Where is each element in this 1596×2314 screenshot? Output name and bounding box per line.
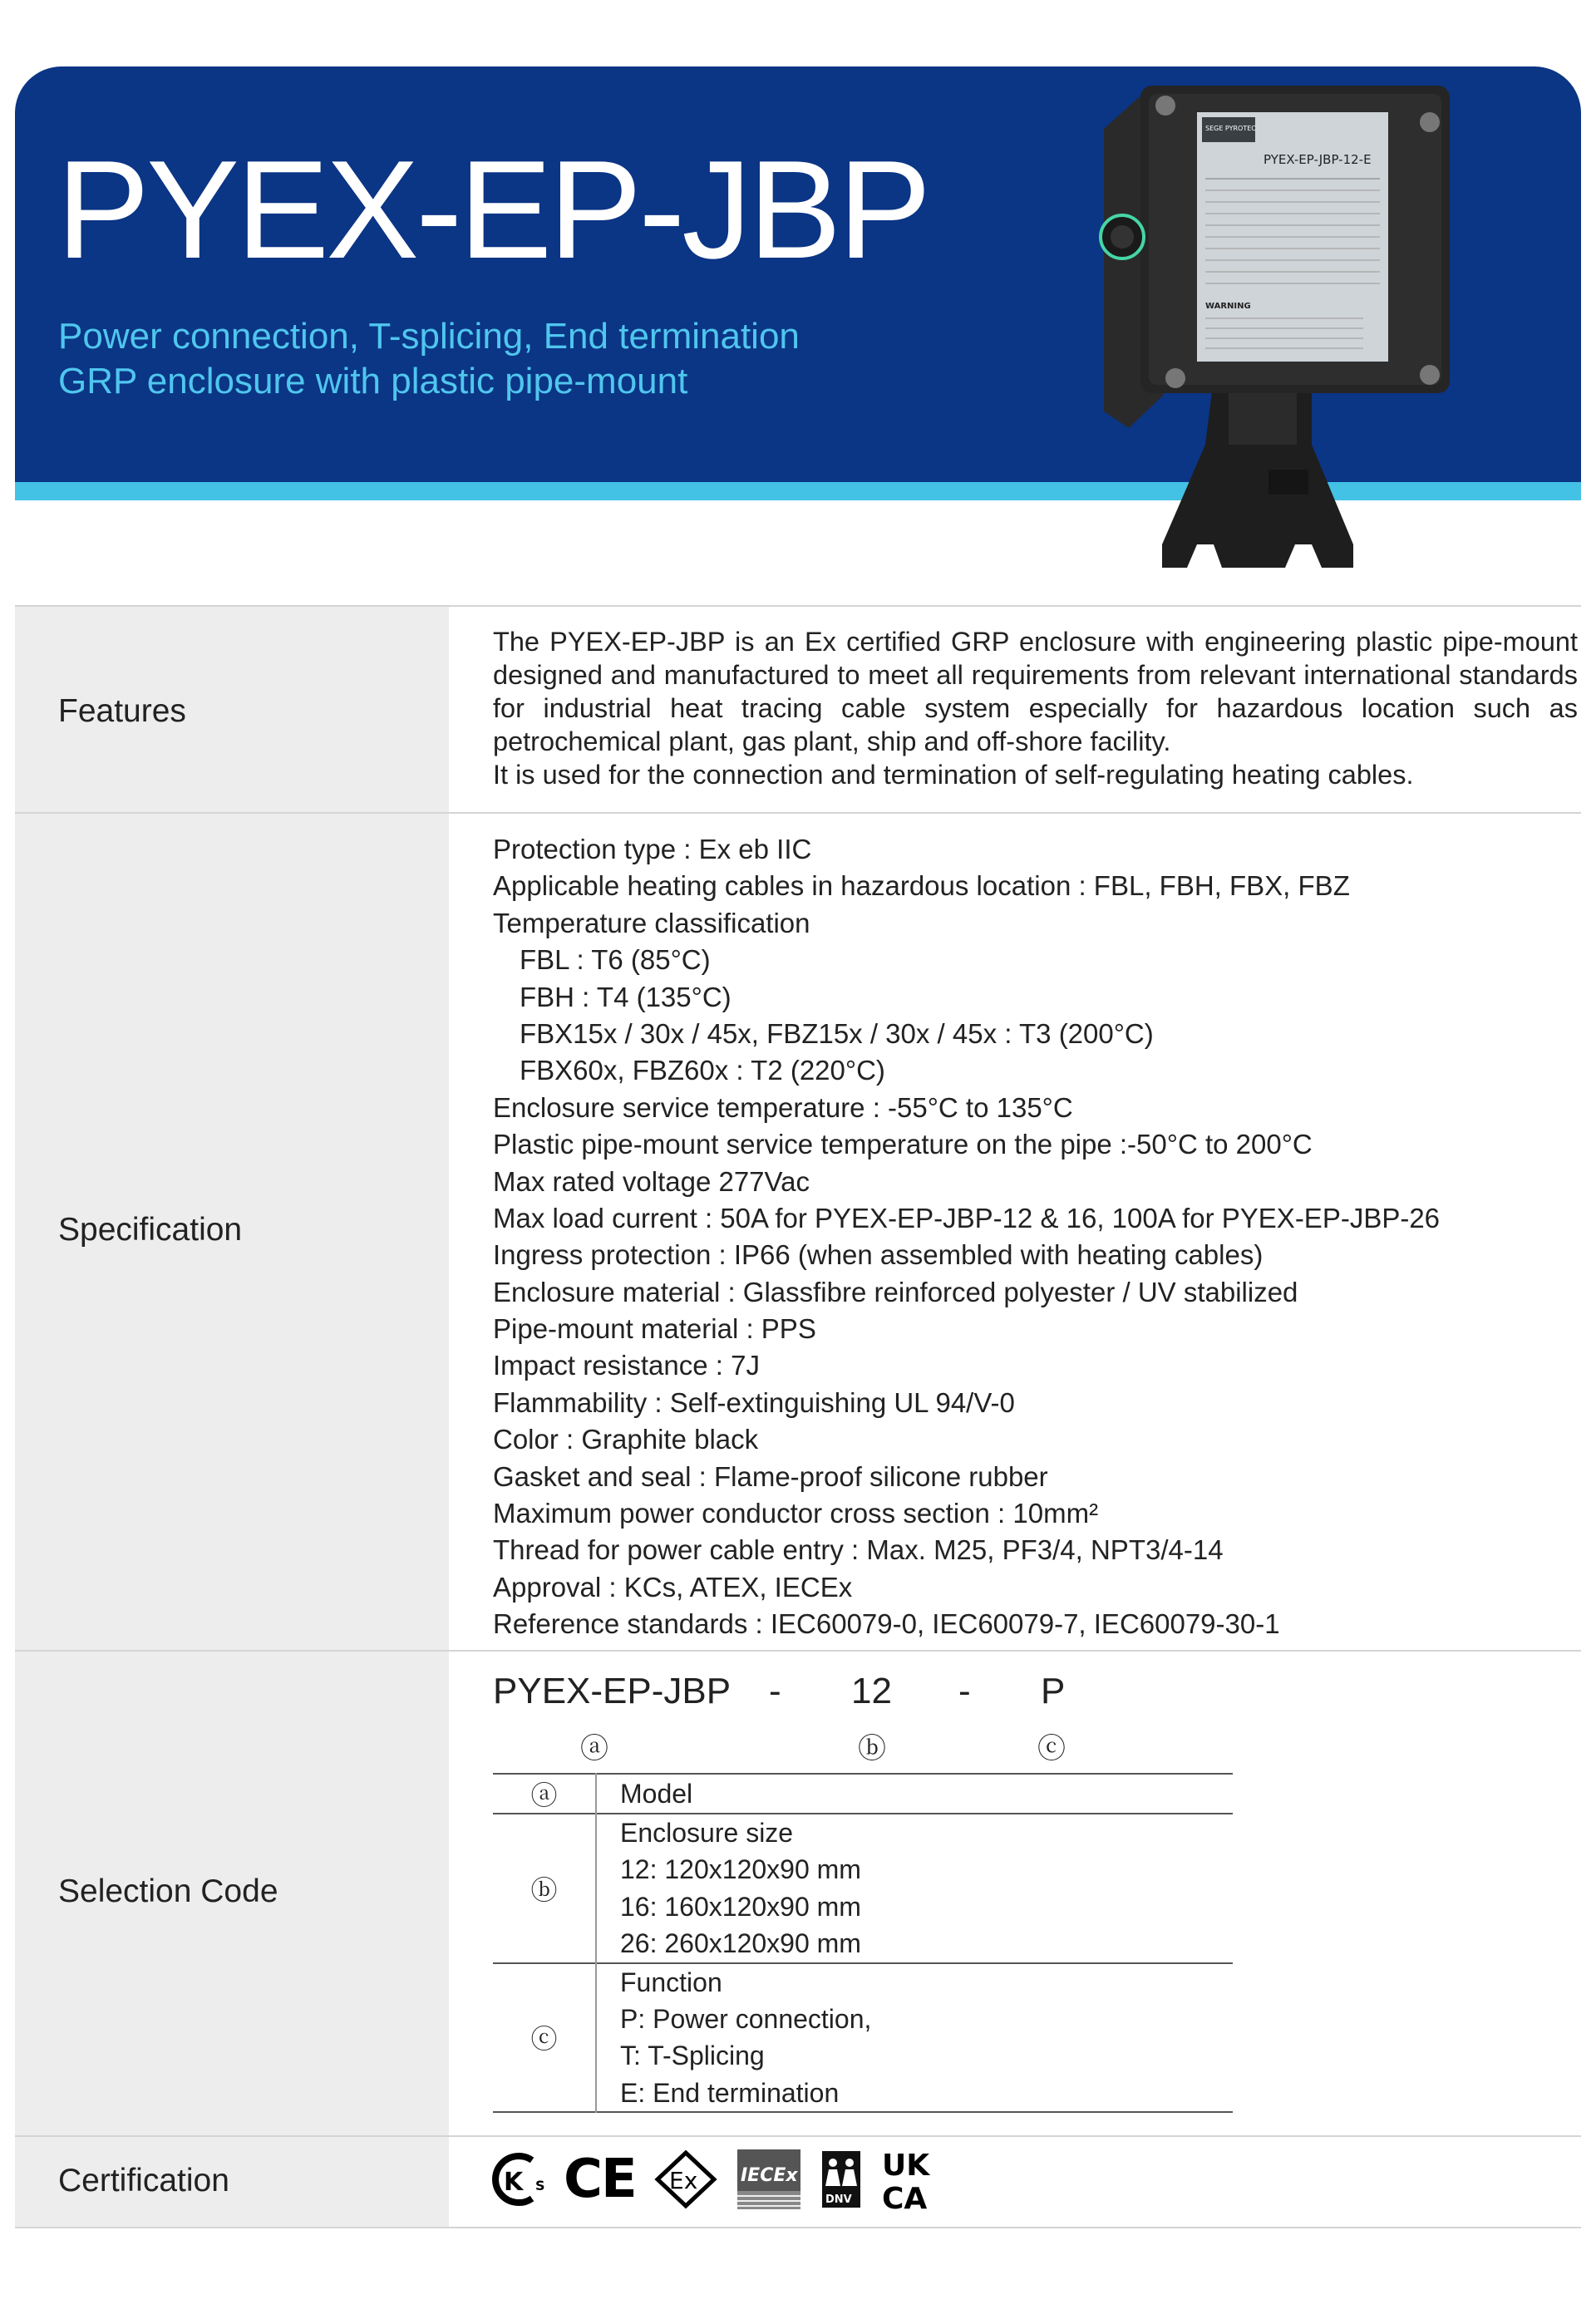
iecex-letters: IECEx xyxy=(740,2165,798,2186)
ukca-top: UK xyxy=(881,2149,929,2183)
table-line: P: Power connection, xyxy=(620,2003,872,2034)
table-value xyxy=(596,1963,1233,2113)
row-divider xyxy=(15,2227,1581,2228)
spec-item: Enclosure material : Glassfibre reinforced polyester / UV stabilized xyxy=(493,1276,1298,1307)
spec-item: Enclosure service temperature : -55°C to 135°C xyxy=(493,1091,1073,1123)
code-marker-b: ⓑ xyxy=(858,1733,886,1765)
spec-item: Maximum power conductor cross section : 10mm² xyxy=(493,1498,1099,1529)
table-line: 16: 160x120x90 mm xyxy=(620,1891,861,1922)
ukca-mark-icon xyxy=(880,2146,943,2213)
table-key: ⓑ xyxy=(493,1814,596,1963)
features-paragraph: It is used for the connection and termination of self-regulating heating cables. xyxy=(493,760,1414,790)
specification-list xyxy=(493,831,1578,1643)
selection-code-table xyxy=(493,1773,1233,2113)
spec-item: FBH : T4 (135°C) xyxy=(520,981,732,1012)
table-line: T: T-Splicing xyxy=(620,2041,765,2071)
iecex-mark-icon xyxy=(736,2146,802,2213)
kc-letter: K xyxy=(504,2168,524,2197)
certification-label: Certification xyxy=(58,2163,229,2198)
code-function: P xyxy=(1041,1671,1066,1711)
table-value xyxy=(596,1814,1233,1963)
table-value xyxy=(596,1774,1233,1814)
table-line: Enclosure size xyxy=(620,1818,794,1848)
table-line: 12: 120x120x90 mm xyxy=(620,1854,861,1885)
spec-item: Pipe-mount material : PPS xyxy=(493,1313,816,1345)
code-size: 12 xyxy=(851,1671,892,1711)
spec-item: Reference standards : IEC60079-0, IEC60079-7, IEC60079-30-1 xyxy=(493,1608,1280,1640)
page-title: PYEX-EP-JBP xyxy=(57,131,929,288)
kcs-mark-icon xyxy=(490,2146,545,2213)
ex-letters: Ex xyxy=(668,2167,697,2194)
selection-code-label: Selection Code xyxy=(58,1873,278,1909)
spec-item: FBX60x, FBZ60x : T2 (220°C) xyxy=(520,1055,885,1086)
features-label: Features xyxy=(58,693,186,729)
table-line: Function xyxy=(620,1967,722,1997)
dnv-letters: DNV xyxy=(825,2193,852,2206)
subtitle-line: GRP enclosure with plastic pipe-mount xyxy=(58,361,688,401)
code-model: PYEX-EP-JBP xyxy=(493,1671,732,1711)
code-dash: - xyxy=(958,1671,971,1711)
subtitle-line: Power connection, T-splicing, End termination xyxy=(58,316,800,357)
spec-item: Flammability : Self-extinguishing UL 94/V-0 xyxy=(493,1386,1015,1418)
table-line: 26: 260x120x90 mm xyxy=(620,1928,861,1959)
spec-item: Temperature classification xyxy=(493,907,810,938)
table-line: E: End termination xyxy=(620,2077,840,2108)
kc-sub: S xyxy=(535,2178,545,2193)
spec-item: Impact resistance : 7J xyxy=(493,1350,760,1381)
spec-item: Gasket and seal : Flame-proof silicone rubber xyxy=(493,1460,1048,1492)
features-text xyxy=(493,625,1578,791)
ex-mark-icon xyxy=(654,2146,717,2213)
table-row xyxy=(493,1814,1233,1963)
spec-item: Max rated voltage 277Vac xyxy=(493,1165,810,1197)
certification-icons xyxy=(490,2146,943,2213)
code-marker-c: ⓒ xyxy=(1037,1733,1066,1765)
page-subtitle xyxy=(58,314,800,404)
table-line: Model xyxy=(620,1778,693,1809)
spec-item: Plastic pipe-mount service temperature on the pipe :-50°C to 200°C xyxy=(493,1129,1313,1160)
spec-item: Ingress protection : IP66 (when assembled with heating cables) xyxy=(493,1239,1264,1271)
ce-mark-icon: CE xyxy=(564,2149,636,2210)
spec-item: Thread for power cable entry : Max. M25, PF3/4, NPT3/4-14 xyxy=(493,1534,1224,1566)
ukca-bottom: CA xyxy=(881,2182,927,2212)
spec-item: Approval : KCs, ATEX, IECEx xyxy=(493,1571,853,1603)
spec-item: Applicable heating cables in hazardous location : FBL, FBH, FBX, FBZ xyxy=(493,870,1350,902)
label-warning: WARNING xyxy=(1205,302,1251,311)
code-marker-a: ⓐ xyxy=(580,1733,608,1765)
table-key: ⓐ xyxy=(493,1774,596,1814)
label-brand: SEGE PYROTEC xyxy=(1205,125,1256,132)
spec-item: Protection type : Ex eb IIC xyxy=(493,834,812,864)
features-paragraph: The PYEX-EP-JBP is an Ex certified GRP enclosure with engineering plastic pipe-mount designed and manufactured to meet all requirements from relevant international standards for industrial heat tracing cable system especially for hazardous location such as petrochemical plant, gas plant, ship and off-shore facility. xyxy=(493,627,1578,756)
code-dash: - xyxy=(769,1671,781,1711)
table-row xyxy=(493,1963,1233,2113)
spec-item: Max load current : 50A for PYEX-EP-JBP-12 & 16, 100A for PYEX-EP-JBP-26 xyxy=(493,1202,1441,1233)
table-key: ⓒ xyxy=(493,1963,596,2113)
label-model: PYEX-EP-JBP-12-E xyxy=(1264,152,1372,167)
table-row xyxy=(493,1774,1233,1814)
spec-item: FBL : T6 (85°C) xyxy=(520,944,711,976)
dnv-mark-icon xyxy=(820,2146,862,2213)
product-image xyxy=(1089,79,1455,578)
spec-item: Color : Graphite black xyxy=(493,1424,759,1455)
spec-item: FBX15x / 30x / 45x, FBZ15x / 30x / 45x : T3 (200°C) xyxy=(520,1017,1154,1049)
specification-label: Specification xyxy=(58,1212,243,1248)
